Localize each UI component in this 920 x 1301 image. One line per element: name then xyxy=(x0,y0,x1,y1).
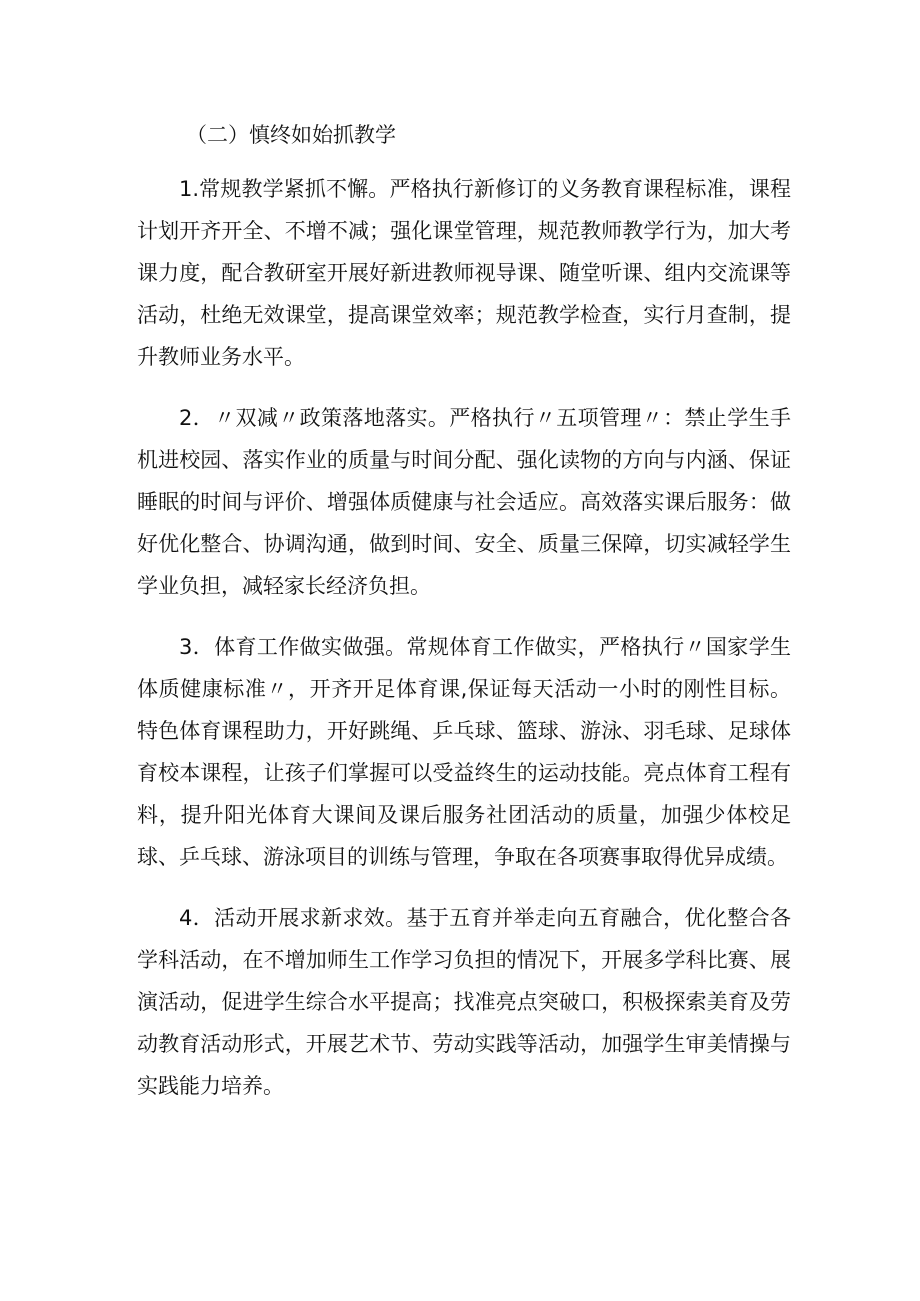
document-body xyxy=(137,114,791,1126)
paragraph-double-reduction: 2．〃双减〃政策落地落实。严格执行〃五项管理〃：禁止学生手机进校园、落实作业的质量与时间分配、强化读物的方向与内涵、保证睡眠的时间与评价、增强体质健康与社会适应。高效落实课后服务：做好优化整合、协调沟通，做到时间、安全、质量三保障，切实减轻学生学业负担，减轻家长经济负担。 xyxy=(137,406,791,598)
paragraph-activities: 4．活动开展求新求效。基于五育并举走向五育融合，优化整合各学科活动，在不增加师生工作学习负担的情况下，开展多学科比赛、展演活动，促进学生综合水平提高；找准亮点突破口，积极探索美育及劳动教育活动形式，开展艺术节、劳动实践等活动，加强学生审美情操与实践能力培养。 xyxy=(137,906,791,1098)
paragraph-physical-education: 3．体育工作做实做强。常规体育工作做实，严格执行〃国家学生体质健康标准〃，开齐开足体育课,保证每天活动一小时的刚性目标。特色体育课程助力，开好跳绳、乒乓球、篮球、游泳、羽毛球、足球体育校本课程，让孩子们掌握可以受益终生的运动技能。亮点体育工程有料，提升阳光体育大课间及课后服务社团活动的质量，加强少体校足球、乒乓球、游泳项目的训练与管理，争取在各项赛事取得优异成绩。 xyxy=(137,635,791,869)
paragraph-routine-teaching: 1.常规教学紧抓不懈。严格执行新修订的义务教育课程标准，课程计划开齐开全、不增不减；强化课堂管理，规范教师教学行为，加大考课力度，配合教研室开展好新进教师视导课、随堂听课、组内交流课等活动，杜绝无效课堂，提高课堂效率；规范教学检查，实行月查制，提升教师业务水平。 xyxy=(137,177,791,369)
section-heading: （二）慎终如始抓教学 xyxy=(186,123,396,147)
